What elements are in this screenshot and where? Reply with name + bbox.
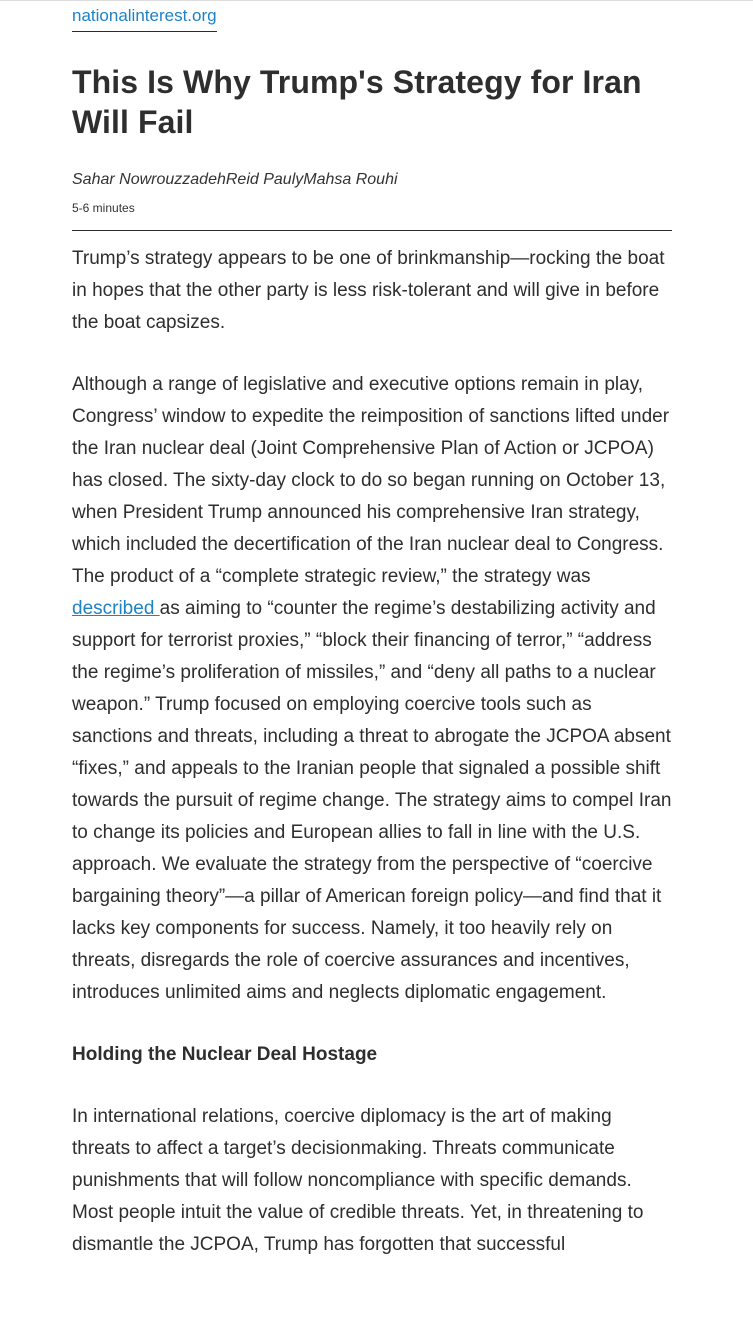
article-container <box>72 0 672 1291</box>
paragraph-strategy-text-before: Although a range of legislative and executive options remain in play, Congress’ window to expedite the reimposition of sanctions lifted under the Iran nuclear deal (Joint Comprehensive Plan of Action or JCPOA) has closed. The sixty-day clock to do so began running on October 13, when President Trump announced his comprehensive Iran strategy, which included the decertification of the Iran nuclear deal to Congress. The product of a “complete strategic review,” the strategy was <box>72 374 670 587</box>
described-link[interactable]: described <box>72 598 160 619</box>
article-byline: Sahar NowrouzzadehReid PaulyMahsa Rouhi <box>72 171 398 188</box>
paragraph-coercive-diplomacy: In international relations, coercive diplomacy is the art of making threats to affect a target’s decisionmaking. Threats communicate punishments that will follow noncompliance with specific demands. Most people intuit the value of credible threats. Yet, in threatening to dismantle the JCPOA, Trump has forgotten that successful <box>72 1106 644 1255</box>
article-title: This Is Why Trump's Strategy for Iran Will Fail <box>72 64 642 140</box>
paragraph-strategy <box>72 369 672 1009</box>
section-heading: Holding the Nuclear Deal Hostage <box>72 1044 378 1065</box>
article-body <box>72 243 672 1261</box>
read-time: 5-6 minutes <box>72 201 135 215</box>
header-divider <box>72 230 672 231</box>
source-domain-link[interactable]: nationalinterest.org <box>72 6 217 32</box>
paragraph-intro: Trump’s strategy appears to be one of brinkmanship—rocking the boat in hopes that the other party is less risk-tolerant and will give in before the boat capsizes. <box>72 248 665 333</box>
paragraph-strategy-text-after: as aiming to “counter the regime’s destabilizing activity and support for terrorist proxies,” “block their financing of terror,” “address the regime’s proliferation of missiles,” and “deny all paths to a nuclear weapon.” Trump focused on employing coercive tools such as sanctions and threats, including a threat to abrogate the JCPOA absent “fixes,” and appeals to the Iranian people that signaled a possible shift towards the pursuit of regime change. The strategy aims to compel Iran to change its policies and European allies to fall in line with the U.S. approach. We evaluate the strategy from the perspective of “coercive bargaining theory”—a pillar of American foreign policy—and find that it lacks key components for success. Namely, it too heavily rely on threats, disregards the role of coercive assurances and incentives, introduces unlimited aims and neglects diplomatic engagement. <box>72 598 672 1003</box>
